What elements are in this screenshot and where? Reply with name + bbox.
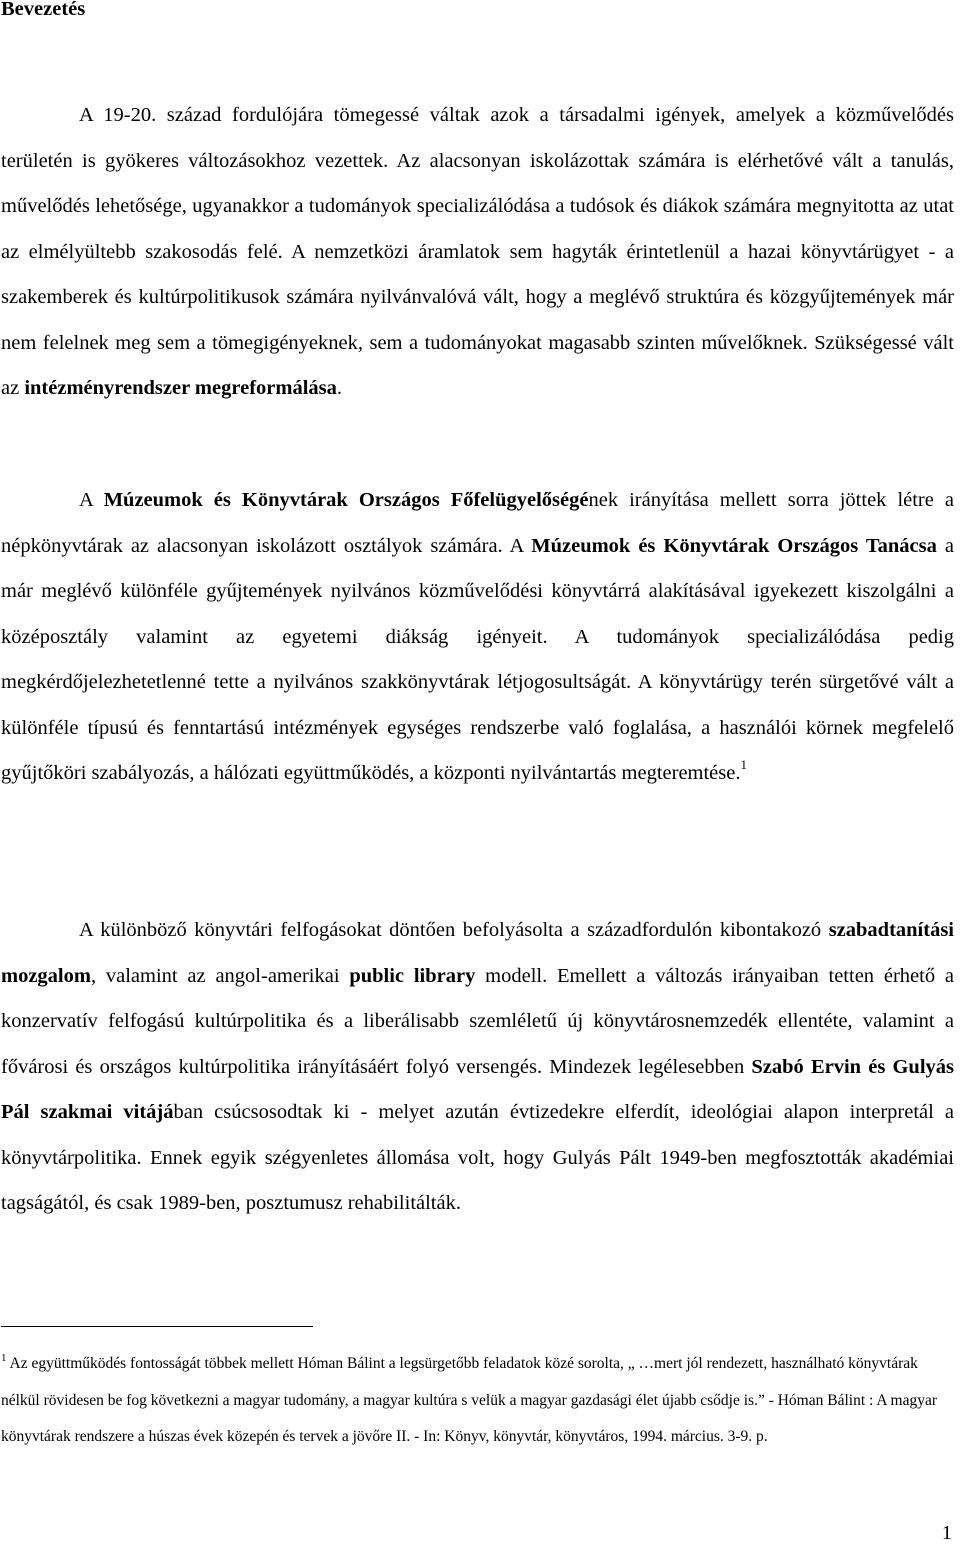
p3-text-3: modell. Emellett a változás irányaiban tetten érhető a konzervatív felfogású kultúrpolitika és a liberálisabb szemléletű új könyvtárosnemzedék ellentéte, valamint a fővárosi és országos kultúrpolitika irányításáért folyó versengés. Mindezek legélesebben xyxy=(1,964,954,1078)
p1-text-2: . xyxy=(336,377,342,399)
p2-bold-2: Múzeumok és Könyvtárak Országos Tanácsa xyxy=(531,534,937,557)
p3-bold-2: public library xyxy=(349,964,476,987)
paragraph-3 xyxy=(1,908,954,1227)
footnote-text: Az együttműködés fontosságát többek mellett Hóman Bálint a legsürgetőbb feladatok közé sorolta, „ …mert jól rendezett, használható könyvtárak nélkül rövidesen be fog következni a magyar tudomány, a magyar kultúra s velük a magyar gazdasági élet újabb csődje is.” - Hóman Bálint : A magyar könyvtárak rendszere a húszas évek közepén és tervek a jövőre II. - In: Könyv, könyvtár, könyvtáros, 1994. március. 3-9. p. xyxy=(1,1355,938,1445)
paragraph-2 xyxy=(1,478,954,797)
p2-bold-1: Múzeumok és Könyvtárak Országos Főfelügyelőségé xyxy=(103,489,589,511)
p1-text-1: A 19-20. század fordulójára tömegessé váltak azok a társadalmi igények, amelyek a közművelődés területén is gyökeres változásokhoz vezettek. Az alacsonyan iskolázottak számára is elérhetővé vált a tanulás, művelődés lehetősége, ugyanakkor a tudományok specializálódása a tudósok és diákok számára megnyitotta az utat az elmélyültebb szakosodás felé. A nemzetközi áramlatok sem hagyták érintetlenül a hazai könyvtárügyet - a szakemberek és kultúrpolitikusok számára nyilvánvalóvá vált, hogy a meglévő struktúra és közgyűjtemények már nem felelnek meg sem a tömegigényeknek, sem a tudományokat magasabb szinten művelőknek. Szükségessé vált az xyxy=(1,104,954,399)
p2-text-1: A xyxy=(79,489,104,511)
p3-text-4: ban csúcsosodtak ki - melyet azután évtizedekre elferdít, ideológiai alapon interpretál a könyvtárpolitika. Ennek egyik szégyenletes állomása volt, hogy Gulyás Pált 1949-ben megfosztották akadémiai tagságától, és csak 1989-ben, posztumusz rehabilitálták. xyxy=(1,1101,954,1214)
section-heading: Bevezetés xyxy=(1,0,86,20)
page-number: 1 xyxy=(941,1522,952,1544)
p3-bold-1: szabadtanítási mozgalom xyxy=(1,919,954,987)
p3-text-1: A különböző könyvtári felfogásokat döntően befolyásolta a századfordulón kibontakozó xyxy=(79,919,829,941)
p1-bold-1: intézményrendszer megreformálása xyxy=(24,377,337,399)
p3-text-2: , valamint az angol-amerikai xyxy=(90,964,350,987)
footnote-number: 1 xyxy=(1,1352,7,1364)
footnote-separator xyxy=(1,1326,313,1327)
p3-bold-3: Szabó Ervin és Gulyás Pál szakmai vitájá xyxy=(1,1055,954,1123)
footnote xyxy=(1,1346,954,1456)
footnote-reference[interactable]: 1 xyxy=(740,757,747,772)
p2-text-2: nek irányítása mellett sorra jöttek létre a népkönyvtárak az alacsonyan iskolázott osztályok számára. A xyxy=(1,489,954,557)
paragraph-1 xyxy=(1,93,954,412)
p2-text-3: a már meglévő különféle gyűjtemények nyilvános közművelődési könyvtárrá alakításával igyekezett kiszolgálni a középosztály valamint az egyetemi diákság igényeit. A tudományok specializálódása pedig megkérdőjelezhetetlenné tette a nyilvános szakkönyvtárak létjogosultságát. A könyvtárügy terén sürgetővé vált a különféle típusú és fenntartású intézmények egységes rendszerbe való foglalása, a használói körnek megfelelő gyűjtőköri szabályozás, a hálózati együttműködés, a központi nyilvántartás megteremtése. xyxy=(1,534,954,784)
